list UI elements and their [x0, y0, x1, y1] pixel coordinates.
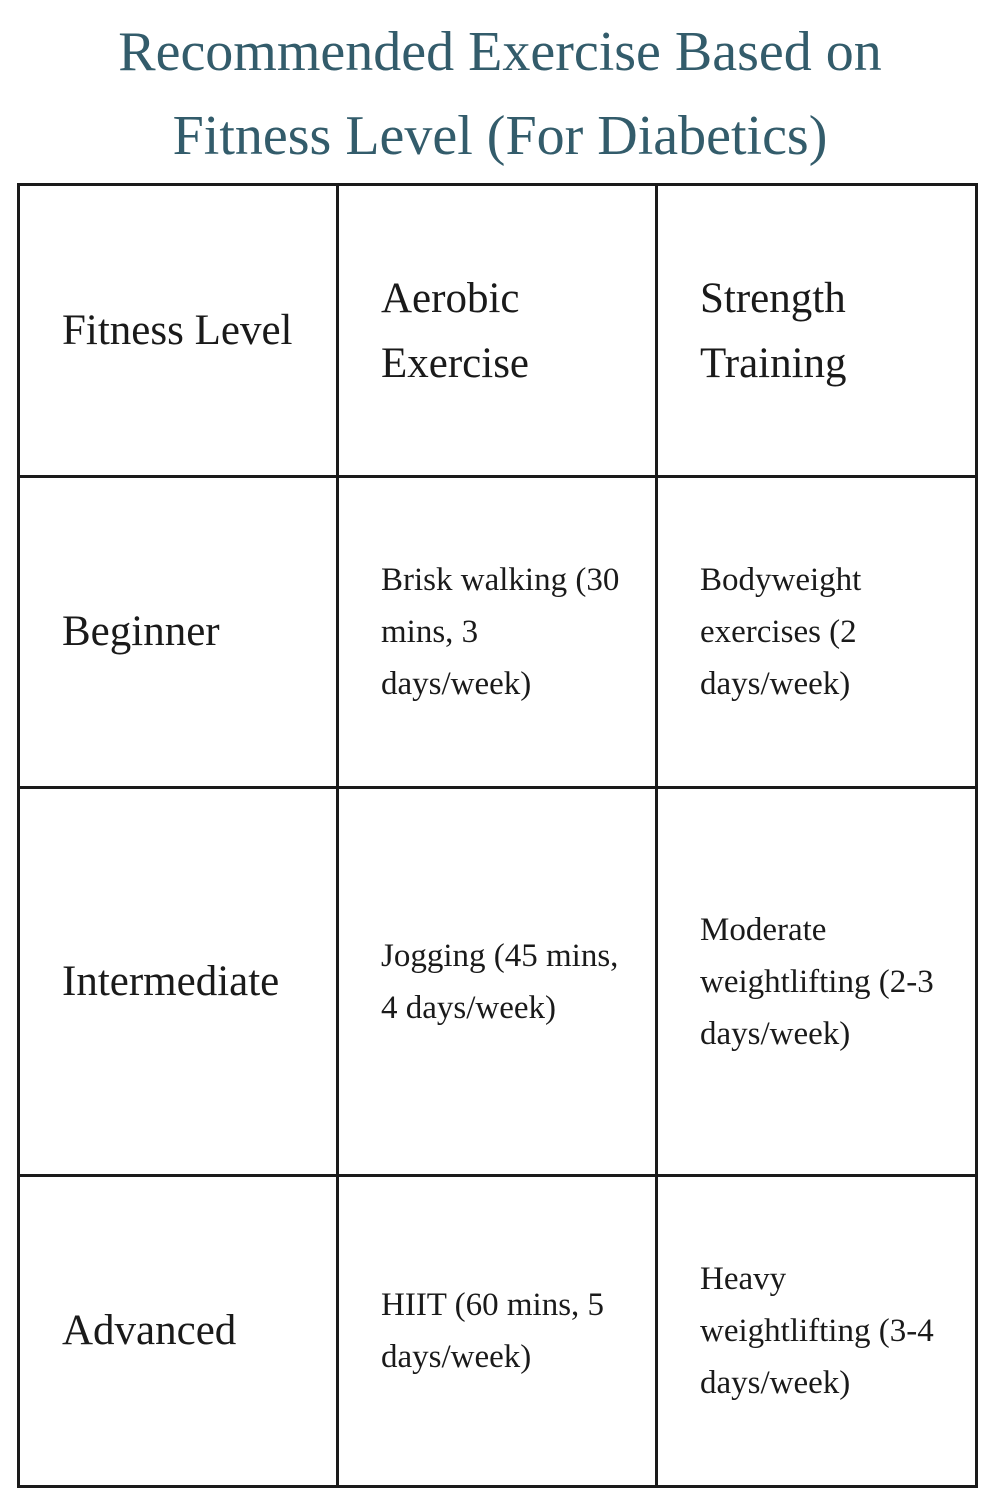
level-label: Beginner	[62, 608, 220, 655]
aerobic-cell	[338, 788, 657, 1176]
aerobic-cell	[338, 477, 657, 788]
level-cell	[19, 1176, 338, 1487]
header-label: Aerobic Exercise	[381, 274, 530, 387]
table-row-advanced	[19, 1176, 977, 1487]
aerobic-cell	[338, 1176, 657, 1487]
table-header-row	[19, 185, 977, 477]
strength-cell	[657, 1176, 977, 1487]
header-cell-fitness-level	[19, 185, 338, 477]
aerobic-value: Brisk walking (30 mins, 3 days/week)	[381, 562, 620, 702]
aerobic-value: HIIT (60 mins, 5 days/week)	[381, 1287, 605, 1375]
strength-value: Moderate weightlifting (2-3 days/week)	[700, 911, 934, 1052]
level-label: Advanced	[62, 1307, 237, 1354]
page-title-line-1: Recommended Exercise Based on	[118, 21, 882, 83]
table-row-intermediate	[19, 788, 977, 1176]
strength-value: Heavy weightlifting (3-4 days/week)	[700, 1261, 934, 1401]
strength-value: Bodyweight exercises (2 days/week)	[700, 562, 862, 702]
header-label: Fitness Level	[62, 307, 293, 354]
header-cell-aerobic	[338, 185, 657, 477]
exercise-table	[17, 183, 978, 1488]
aerobic-value: Jogging (45 mins, 4 days/week)	[381, 937, 619, 1026]
level-cell	[19, 477, 338, 788]
level-cell	[19, 788, 338, 1176]
page-title	[0, 10, 1000, 178]
header-cell-strength	[657, 185, 977, 477]
table-row-beginner	[19, 477, 977, 788]
page-title-line-2: Fitness Level (For Diabetics)	[172, 105, 828, 167]
strength-cell	[657, 477, 977, 788]
strength-cell	[657, 788, 977, 1176]
header-label: Strength Training	[700, 274, 847, 387]
level-label: Intermediate	[62, 957, 280, 1005]
